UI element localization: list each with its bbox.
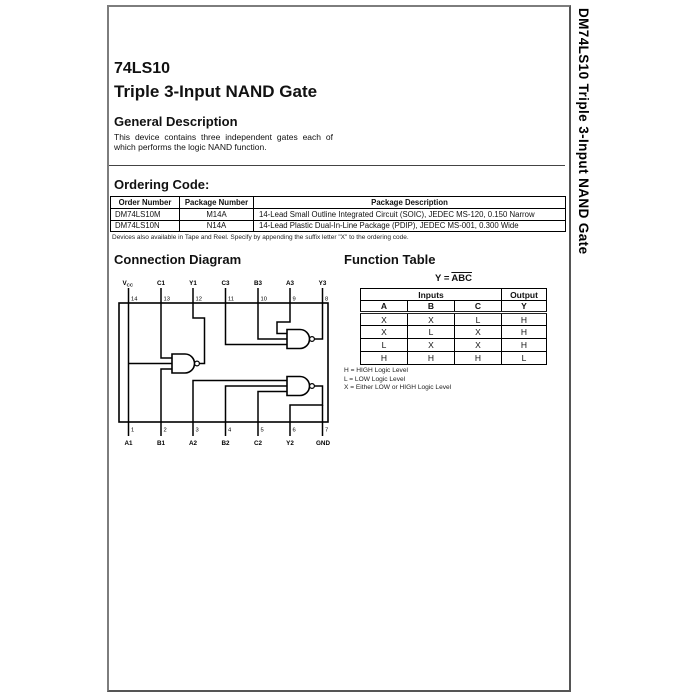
package-number-cell: M14A xyxy=(180,209,254,221)
cell: X xyxy=(361,313,408,326)
pin-label: C1 xyxy=(156,280,166,287)
pin-label: C3 xyxy=(221,280,230,287)
general-description-heading: General Description xyxy=(114,114,238,129)
pin-label: A2 xyxy=(188,440,198,447)
column-header: Order Number xyxy=(111,197,180,209)
ordering-code-table xyxy=(110,196,566,232)
pin-number: 4 xyxy=(228,427,232,434)
column-header: B xyxy=(408,301,455,313)
ic-outline xyxy=(119,303,328,422)
cell: H xyxy=(502,326,547,339)
pin-label: Y2 xyxy=(286,440,294,447)
pin-label: Y1 xyxy=(189,280,197,287)
pin-label: B1 xyxy=(156,440,166,447)
equation-lhs: Y = xyxy=(435,273,450,284)
sidebar-vertical-title: DM74LS10 Triple 3-Input NAND Gate xyxy=(576,8,591,255)
function-table-notes xyxy=(344,367,451,393)
note-line: L = LOW Logic Level xyxy=(344,375,406,383)
boolean-equation xyxy=(360,273,547,284)
cell: X xyxy=(408,339,455,352)
pin-number: 1 xyxy=(131,427,135,434)
pin-number: 6 xyxy=(292,427,296,434)
part-number-title: 74LS10 xyxy=(114,60,171,77)
table-row xyxy=(111,220,566,232)
column-header: Package Description xyxy=(254,197,566,209)
pin-number: 14 xyxy=(131,296,138,303)
output-group-header: Output xyxy=(502,289,547,301)
equation-overline-term: $\overline{ABC}$ xyxy=(451,273,472,284)
connection-diagram xyxy=(109,270,339,455)
cell: L xyxy=(502,352,547,365)
pin-number: 2 xyxy=(163,427,167,434)
ordering-code-heading: Ordering Code: xyxy=(114,177,210,192)
column-header-row xyxy=(361,301,547,313)
note-line: X = Either LOW or HIGH Logic Level xyxy=(344,384,452,392)
cell: L xyxy=(361,339,408,352)
cell: X xyxy=(408,313,455,326)
package-description-cell: 14-Lead Small Outline Integrated Circuit (SOIC), JEDEC MS-120, 0.150 Narrow xyxy=(254,209,566,221)
cell: L xyxy=(455,313,502,326)
pin-number: 9 xyxy=(292,296,296,303)
pin-label: A3 xyxy=(285,280,295,287)
connection-diagram-heading: Connection Diagram xyxy=(114,252,242,267)
pin-number: 3 xyxy=(195,427,199,434)
pin-label: Y3 xyxy=(318,280,327,287)
pin-number: 7 xyxy=(325,427,329,434)
cell: H xyxy=(502,339,547,352)
table-header-row xyxy=(111,197,566,209)
package-description-cell: 14-Lead Plastic Dual-In-Line Package (PDIP), JEDEC MS-001, 0.300 Wide xyxy=(254,220,566,232)
pin-number: 10 xyxy=(260,296,267,303)
order-number-cell: DM74LS10M xyxy=(111,209,180,221)
inputs-group-header: Inputs xyxy=(361,289,502,301)
column-header: Y xyxy=(502,301,547,313)
cell: H xyxy=(361,352,408,365)
section-divider xyxy=(109,165,565,166)
general-description-body: This device contains three independent gates each of which performs the logic NAND function. xyxy=(114,132,333,152)
cell: X xyxy=(361,326,408,339)
order-number-cell: DM74LS10N xyxy=(111,220,180,232)
pin-label: GND xyxy=(316,440,330,447)
group-header-row xyxy=(361,289,547,301)
ordering-code-note: Devices also available in Tape and Reel. Specify by appending the suffix letter "X" to the ordering code. xyxy=(112,234,409,241)
pin-number: 13 xyxy=(163,296,170,303)
function-table xyxy=(360,288,547,365)
pin-number: 12 xyxy=(195,296,202,303)
pin-number: 8 xyxy=(325,296,329,303)
note-line: H = HIGH Logic Level xyxy=(344,367,408,374)
pin-label: A1 xyxy=(124,440,133,447)
table-row xyxy=(361,339,547,352)
cell: L xyxy=(408,326,455,339)
cell: X xyxy=(455,326,502,339)
package-number-cell: N14A xyxy=(180,220,254,232)
nand-gate-3-icon xyxy=(287,330,314,349)
nand-gate-1-icon xyxy=(172,354,199,373)
function-table-heading: Function Table xyxy=(344,252,436,267)
cell: H xyxy=(408,352,455,365)
pin-label: C2 xyxy=(253,440,263,447)
cell: H xyxy=(455,352,502,365)
table-row xyxy=(361,313,547,326)
nand-gate-2-icon xyxy=(287,377,314,396)
pin-label-vcc: $V_{CC}$ xyxy=(122,280,133,288)
table-row xyxy=(111,209,566,221)
table-row xyxy=(361,326,547,339)
column-header: A xyxy=(361,301,408,313)
cell: H xyxy=(502,313,547,326)
pin-label: B2 xyxy=(221,440,230,447)
cell: X xyxy=(455,339,502,352)
pin-label: B3 xyxy=(253,280,263,287)
page-title: Triple 3-Input NAND Gate xyxy=(114,82,318,101)
pin-number: 11 xyxy=(228,296,235,303)
column-header: C xyxy=(455,301,502,313)
datasheet-page xyxy=(107,5,571,692)
table-row xyxy=(361,352,547,365)
pin-number: 5 xyxy=(260,427,264,434)
column-header: Package Number xyxy=(180,197,254,209)
